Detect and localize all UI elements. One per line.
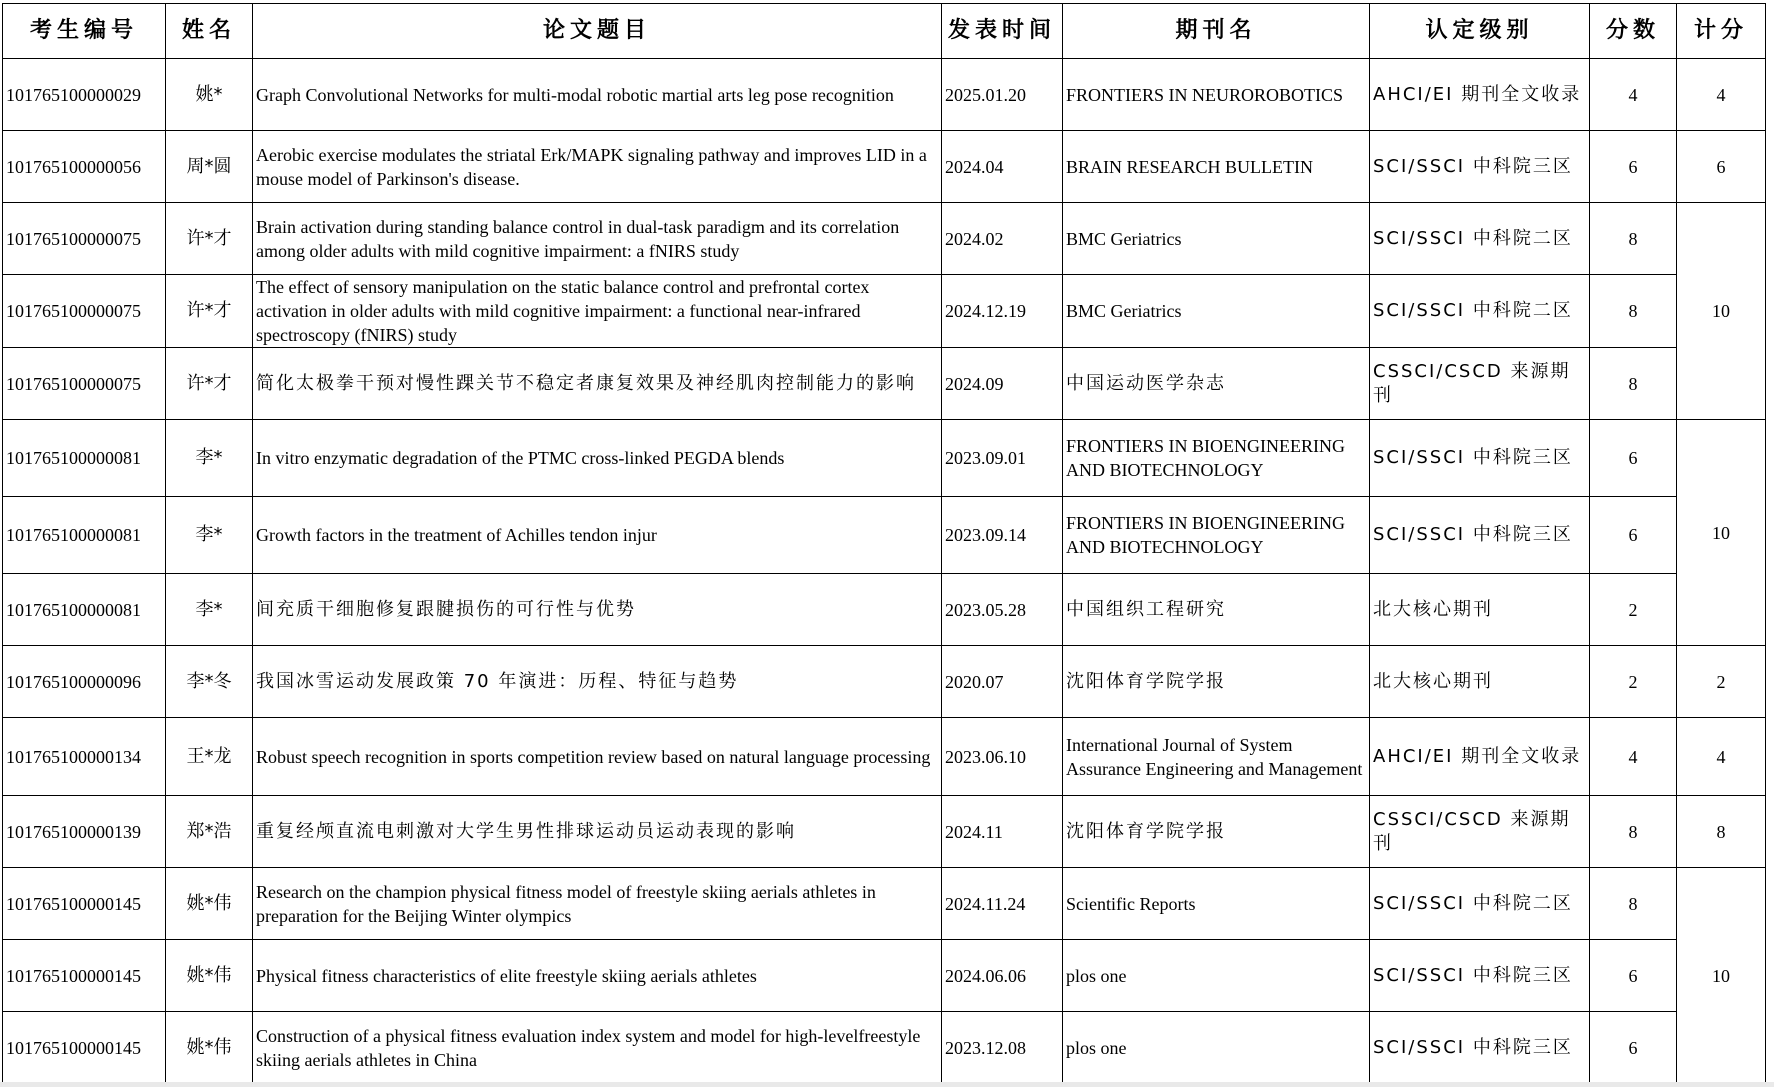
cell-journal: 中国组织工程研究 — [1063, 574, 1370, 646]
cell-name: 李* — [166, 574, 253, 646]
cell-title: 简化太极拳干预对慢性踝关节不稳定者康复效果及神经肌肉控制能力的影响 — [253, 348, 942, 420]
cell-id: 101765100000081 — [3, 420, 166, 497]
cell-level: SCI/SSCI 中科院三区 — [1370, 940, 1590, 1012]
cell-journal: 沈阳体育学院学报 — [1063, 646, 1370, 718]
cell-title — [253, 275, 942, 348]
cell-level: SCI/SSCI 中科院三区 — [1370, 131, 1590, 203]
cell-id: 101765100000145 — [3, 1012, 166, 1084]
table-row — [3, 646, 1766, 718]
cell-date: 2024.04 — [942, 131, 1063, 203]
cell-name: 李* — [166, 420, 253, 497]
cell-date: 2023.09.14 — [942, 497, 1063, 574]
cell-title: 重复经颅直流电刺激对大学生男性排球运动员运动表现的影响 — [253, 796, 942, 868]
cell-level: CSSCI/CSCD 来源期刊 — [1370, 348, 1590, 420]
cell-level: SCI/SSCI 中科院二区 — [1370, 203, 1590, 275]
cell-journal: BRAIN RESEARCH BULLETIN — [1063, 131, 1370, 203]
cell-id: 101765100000096 — [3, 646, 166, 718]
cell-date: 2024.11.24 — [942, 868, 1063, 940]
cell-level: SCI/SSCI 中科院三区 — [1370, 420, 1590, 497]
cell-name: 王*龙 — [166, 718, 253, 796]
cell-level: 北大核心期刊 — [1370, 646, 1590, 718]
cell-id: 101765100000075 — [3, 203, 166, 275]
cell-score: 2 — [1590, 646, 1677, 718]
cell-date: 2024.06.06 — [942, 940, 1063, 1012]
cell-id: 101765100000056 — [3, 131, 166, 203]
cell-title: 我国冰雪运动发展政策 70 年演进：历程、特征与趋势 — [253, 646, 942, 718]
cell-title: Brain activation during standing balance control in dual-task paradigm and its correlation among older adults with mild cognitive impairment: a fNIRS study — [253, 203, 942, 275]
cell-journal: FRONTIERS IN BIOENGINEERING AND BIOTECHNOLOGY — [1063, 497, 1370, 574]
cell-name: 许*才 — [166, 203, 253, 275]
cell-id: 101765100000145 — [3, 868, 166, 940]
cell-total: 10 — [1677, 420, 1766, 646]
cell-score: 8 — [1590, 203, 1677, 275]
cell-level: 北大核心期刊 — [1370, 574, 1590, 646]
cell-score: 8 — [1590, 348, 1677, 420]
cell-journal: plos one — [1063, 940, 1370, 1012]
cell-date: 2023.06.10 — [942, 718, 1063, 796]
cell-date: 2025.01.20 — [942, 59, 1063, 131]
table-row — [3, 940, 1766, 1012]
header-name: 姓名 — [166, 4, 253, 59]
table-row — [3, 574, 1766, 646]
cell-level: SCI/SSCI 中科院二区 — [1370, 868, 1590, 940]
cell-title: Physical fitness characteristics of elite freestyle skiing aerials athletes — [253, 940, 942, 1012]
cell-name: 姚* — [166, 59, 253, 131]
cell-id: 101765100000139 — [3, 796, 166, 868]
cell-level: CSSCI/CSCD 来源期刊 — [1370, 796, 1590, 868]
cell-level: SCI/SSCI 中科院三区 — [1370, 1012, 1590, 1084]
results-table — [2, 3, 1766, 1084]
cell-id: 101765100000145 — [3, 940, 166, 1012]
cell-date: 2024.09 — [942, 348, 1063, 420]
header-score: 分数 — [1590, 4, 1677, 59]
table-row — [3, 796, 1766, 868]
cell-total: 6 — [1677, 131, 1766, 203]
table-row — [3, 348, 1766, 420]
cell-title: 间充质干细胞修复跟腱损伤的可行性与优势 — [253, 574, 942, 646]
cell-date: 2024.11 — [942, 796, 1063, 868]
cell-total: 8 — [1677, 796, 1766, 868]
cell-title: Construction of a physical fitness evaluation index system and model for high-levelfreestyle skiing aerials athletes in China — [253, 1012, 942, 1084]
table-row — [3, 420, 1766, 497]
cell-title: Graph Convolutional Networks for multi-modal robotic martial arts leg pose recognition — [253, 59, 942, 131]
cell-total: 4 — [1677, 718, 1766, 796]
cell-journal: BMC Geriatrics — [1063, 275, 1370, 348]
cell-name: 李* — [166, 497, 253, 574]
cell-journal: FRONTIERS IN BIOENGINEERING AND BIOTECHNOLOGY — [1063, 420, 1370, 497]
cell-level: AHCI/EI 期刊全文收录 — [1370, 59, 1590, 131]
cell-total: 2 — [1677, 646, 1766, 718]
cell-score: 8 — [1590, 868, 1677, 940]
table-row — [3, 131, 1766, 203]
cell-id: 101765100000081 — [3, 574, 166, 646]
cell-journal: BMC Geriatrics — [1063, 203, 1370, 275]
cell-score: 4 — [1590, 59, 1677, 131]
cell-score: 6 — [1590, 420, 1677, 497]
cell-journal: 沈阳体育学院学报 — [1063, 796, 1370, 868]
header-total: 计分 — [1677, 4, 1766, 59]
cell-name: 李*冬 — [166, 646, 253, 718]
cell-id: 101765100000029 — [3, 59, 166, 131]
cell-score: 2 — [1590, 574, 1677, 646]
cell-name: 许*才 — [166, 348, 253, 420]
cell-date: 2020.07 — [942, 646, 1063, 718]
table-row — [3, 868, 1766, 940]
cell-score: 6 — [1590, 131, 1677, 203]
table-row — [3, 275, 1766, 348]
cell-title: Robust speech recognition in sports competition review based on natural language processing — [253, 718, 942, 796]
cell-date: 2024.12.19 — [942, 275, 1063, 348]
bottom-scroll-strip — [0, 1082, 1774, 1087]
header-date: 发表时间 — [942, 4, 1063, 59]
cell-name: 姚*伟 — [166, 868, 253, 940]
cell-title: Growth factors in the treatment of Achilles tendon injur — [253, 497, 942, 574]
cell-name: 姚*伟 — [166, 940, 253, 1012]
cell-date: 2023.09.01 — [942, 420, 1063, 497]
cell-journal: International Journal of System Assurance Engineering and Management — [1063, 718, 1370, 796]
cell-total: 10 — [1677, 868, 1766, 1084]
table-row — [3, 497, 1766, 574]
table-row — [3, 1012, 1766, 1084]
cell-date: 2023.05.28 — [942, 574, 1063, 646]
cell-name: 郑*浩 — [166, 796, 253, 868]
cell-score: 8 — [1590, 275, 1677, 348]
header-id: 考生编号 — [3, 4, 166, 59]
cell-id: 101765100000075 — [3, 275, 166, 348]
cell-name: 许*才 — [166, 275, 253, 348]
cell-name: 周*圆 — [166, 131, 253, 203]
table-row — [3, 59, 1766, 131]
cell-level: AHCI/EI 期刊全文收录 — [1370, 718, 1590, 796]
cell-total: 10 — [1677, 203, 1766, 420]
cell-score: 4 — [1590, 718, 1677, 796]
cell-date: 2023.12.08 — [942, 1012, 1063, 1084]
cell-journal: 中国运动医学杂志 — [1063, 348, 1370, 420]
cell-score: 6 — [1590, 1012, 1677, 1084]
table-row — [3, 718, 1766, 796]
cell-level: SCI/SSCI 中科院二区 — [1370, 275, 1590, 348]
cell-id: 101765100000081 — [3, 497, 166, 574]
cell-title: Aerobic exercise modulates the striatal Erk/MAPK signaling pathway and improves LID in a mouse model of Parkinson's disease. — [253, 131, 942, 203]
cell-title: Research on the champion physical fitness model of freestyle skiing aerials athletes in preparation for the Beijing Winter olympics — [253, 868, 942, 940]
cell-title: In vitro enzymatic degradation of the PTMC cross-linked PEGDA blends — [253, 420, 942, 497]
header-journal: 期刊名 — [1063, 4, 1370, 59]
cell-id: 101765100000075 — [3, 348, 166, 420]
header-title: 论文题目 — [253, 4, 942, 59]
cell-date: 2024.02 — [942, 203, 1063, 275]
cell-title-text: The effect of sensory manipulation on the static balance control and prefrontal cortex activation in older adults with mild cognitive impairment: a functional near-infrared spectroscopy (fNIRS) study — [256, 277, 870, 345]
cell-journal: Scientific Reports — [1063, 868, 1370, 940]
header-level: 认定级别 — [1370, 4, 1590, 59]
table-row — [3, 203, 1766, 275]
cell-score: 6 — [1590, 497, 1677, 574]
cell-score: 8 — [1590, 796, 1677, 868]
cell-id: 101765100000134 — [3, 718, 166, 796]
cell-name: 姚*伟 — [166, 1012, 253, 1084]
header-row — [3, 4, 1766, 59]
cell-total: 4 — [1677, 59, 1766, 131]
cell-score: 6 — [1590, 940, 1677, 1012]
cell-journal: FRONTIERS IN NEUROROBOTICS — [1063, 59, 1370, 131]
cell-journal: plos one — [1063, 1012, 1370, 1084]
cell-level: SCI/SSCI 中科院三区 — [1370, 497, 1590, 574]
